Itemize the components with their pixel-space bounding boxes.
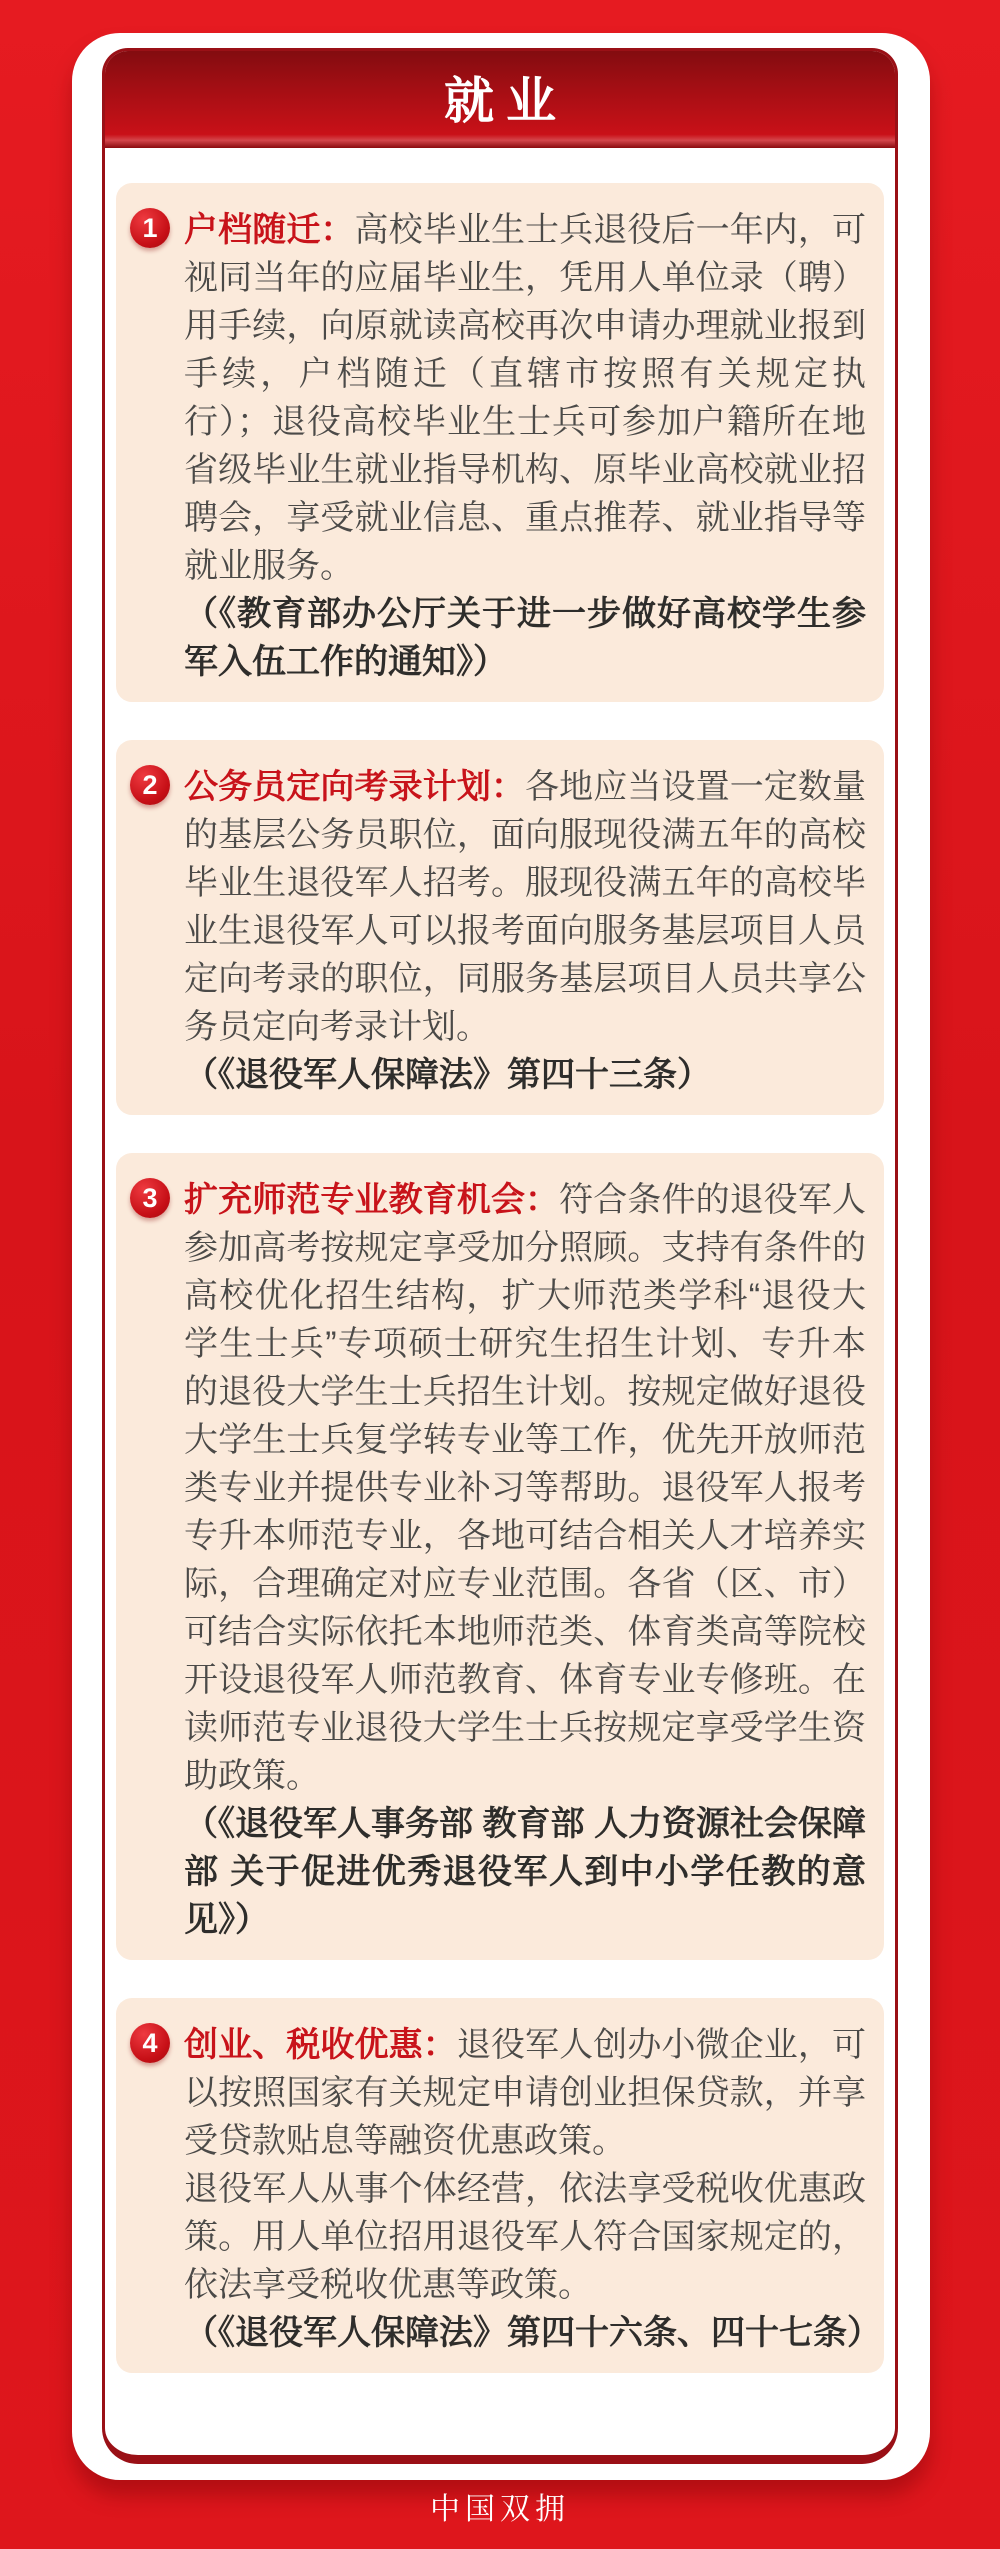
content-frame [102,48,898,2464]
page-title: 就业 [444,72,568,129]
section-number-badge: 2 [130,765,170,805]
section-number-badge: 4 [130,2023,170,2063]
section-heading: 户档随迁： [184,211,355,249]
section-number-badge: 3 [130,1178,170,1218]
content-area [105,148,895,2373]
section-paragraph: 退役军人从事个体经营，依法享受税收优惠政策。用人单位招用退役军人符合国家规定的，依法享受税收优惠等政策。 [184,2170,866,2304]
section-paragraph [184,1176,866,1800]
section-heading: 扩充师范专业教育机会： [184,1181,560,1219]
section-citation: （《退役军人保障法》第四十三条） [184,1056,711,1094]
poster-card [72,33,930,2480]
header-ribbon [105,51,895,148]
section-citation: （《退役军人保障法》第四十六条、四十七条） [184,2314,881,2352]
section-heading: 创业、税收优惠： [184,2026,457,2064]
section-citation: （《退役军人事务部 教育部 人力资源社会保障部 关于促进优秀退役军人到中小学任教的意见》） [184,1805,866,1939]
section-card-startup-tax-benefits [116,1998,884,2373]
section-number-badge: 1 [130,208,170,248]
section-card-teacher-education [116,1153,884,1960]
section-body: 符合条件的退役军人参加高考按规定享受加分照顾。支持有条件的高校优化招生结构，扩大师范类学科“退役大学生士兵”专项硕士研究生招生计划、专升本的退役大学生士兵招生计划。按规定做好退役大学生士兵复学转专业等工作，优先开放师范类专业并提供专业补习等帮助。退役军人报考专升本师范专业，各地可结合相关人才培养实际，合理确定对应专业范围。各省（区、市）可结合实际依托本地师范类、体育类高等院校开设退役军人师范教育、体育专业专修班。在读师范专业退役大学生士兵按规定享受学生资助政策。 [184,1181,867,1795]
section-paragraph [184,2021,866,2165]
section-body: 各地应当设置一定数量的基层公务员职位，面向服现役满五年的高校毕业生退役军人招考。服现役满五年的高校毕业生退役军人可以报考面向服务基层项目人员定向考录的职位，同服务基层项目人员共享公务员定向考录计划。 [184,768,867,1046]
section-heading: 公务员定向考录计划： [184,768,526,806]
footer-label: 中国双拥 [430,2493,570,2526]
section-card-household-registration [116,183,884,702]
section-body: 高校毕业生士兵退役后一年内，可视同当年的应届毕业生，凭用人单位录（聘）用手续，向原就读高校再次申请办理就业报到手续，户档随迁（直辖市按照有关规定执行）；退役高校毕业生士兵可参加户籍所在地省级毕业生就业指导机构、原毕业高校就业招聘会，享受就业信息、重点推荐、就业指导等就业服务。 [184,211,867,585]
section-card-civil-servant-recruitment [116,740,884,1115]
section-body: 退役军人创办小微企业，可以按照国家有关规定申请创业担保贷款，并享受贷款贴息等融资优惠政策。 [184,2026,867,2160]
section-paragraph [184,206,866,590]
section-paragraph [184,763,866,1051]
section-citation: （《教育部办公厅关于进一步做好高校学生参军入伍工作的通知》） [184,595,866,681]
